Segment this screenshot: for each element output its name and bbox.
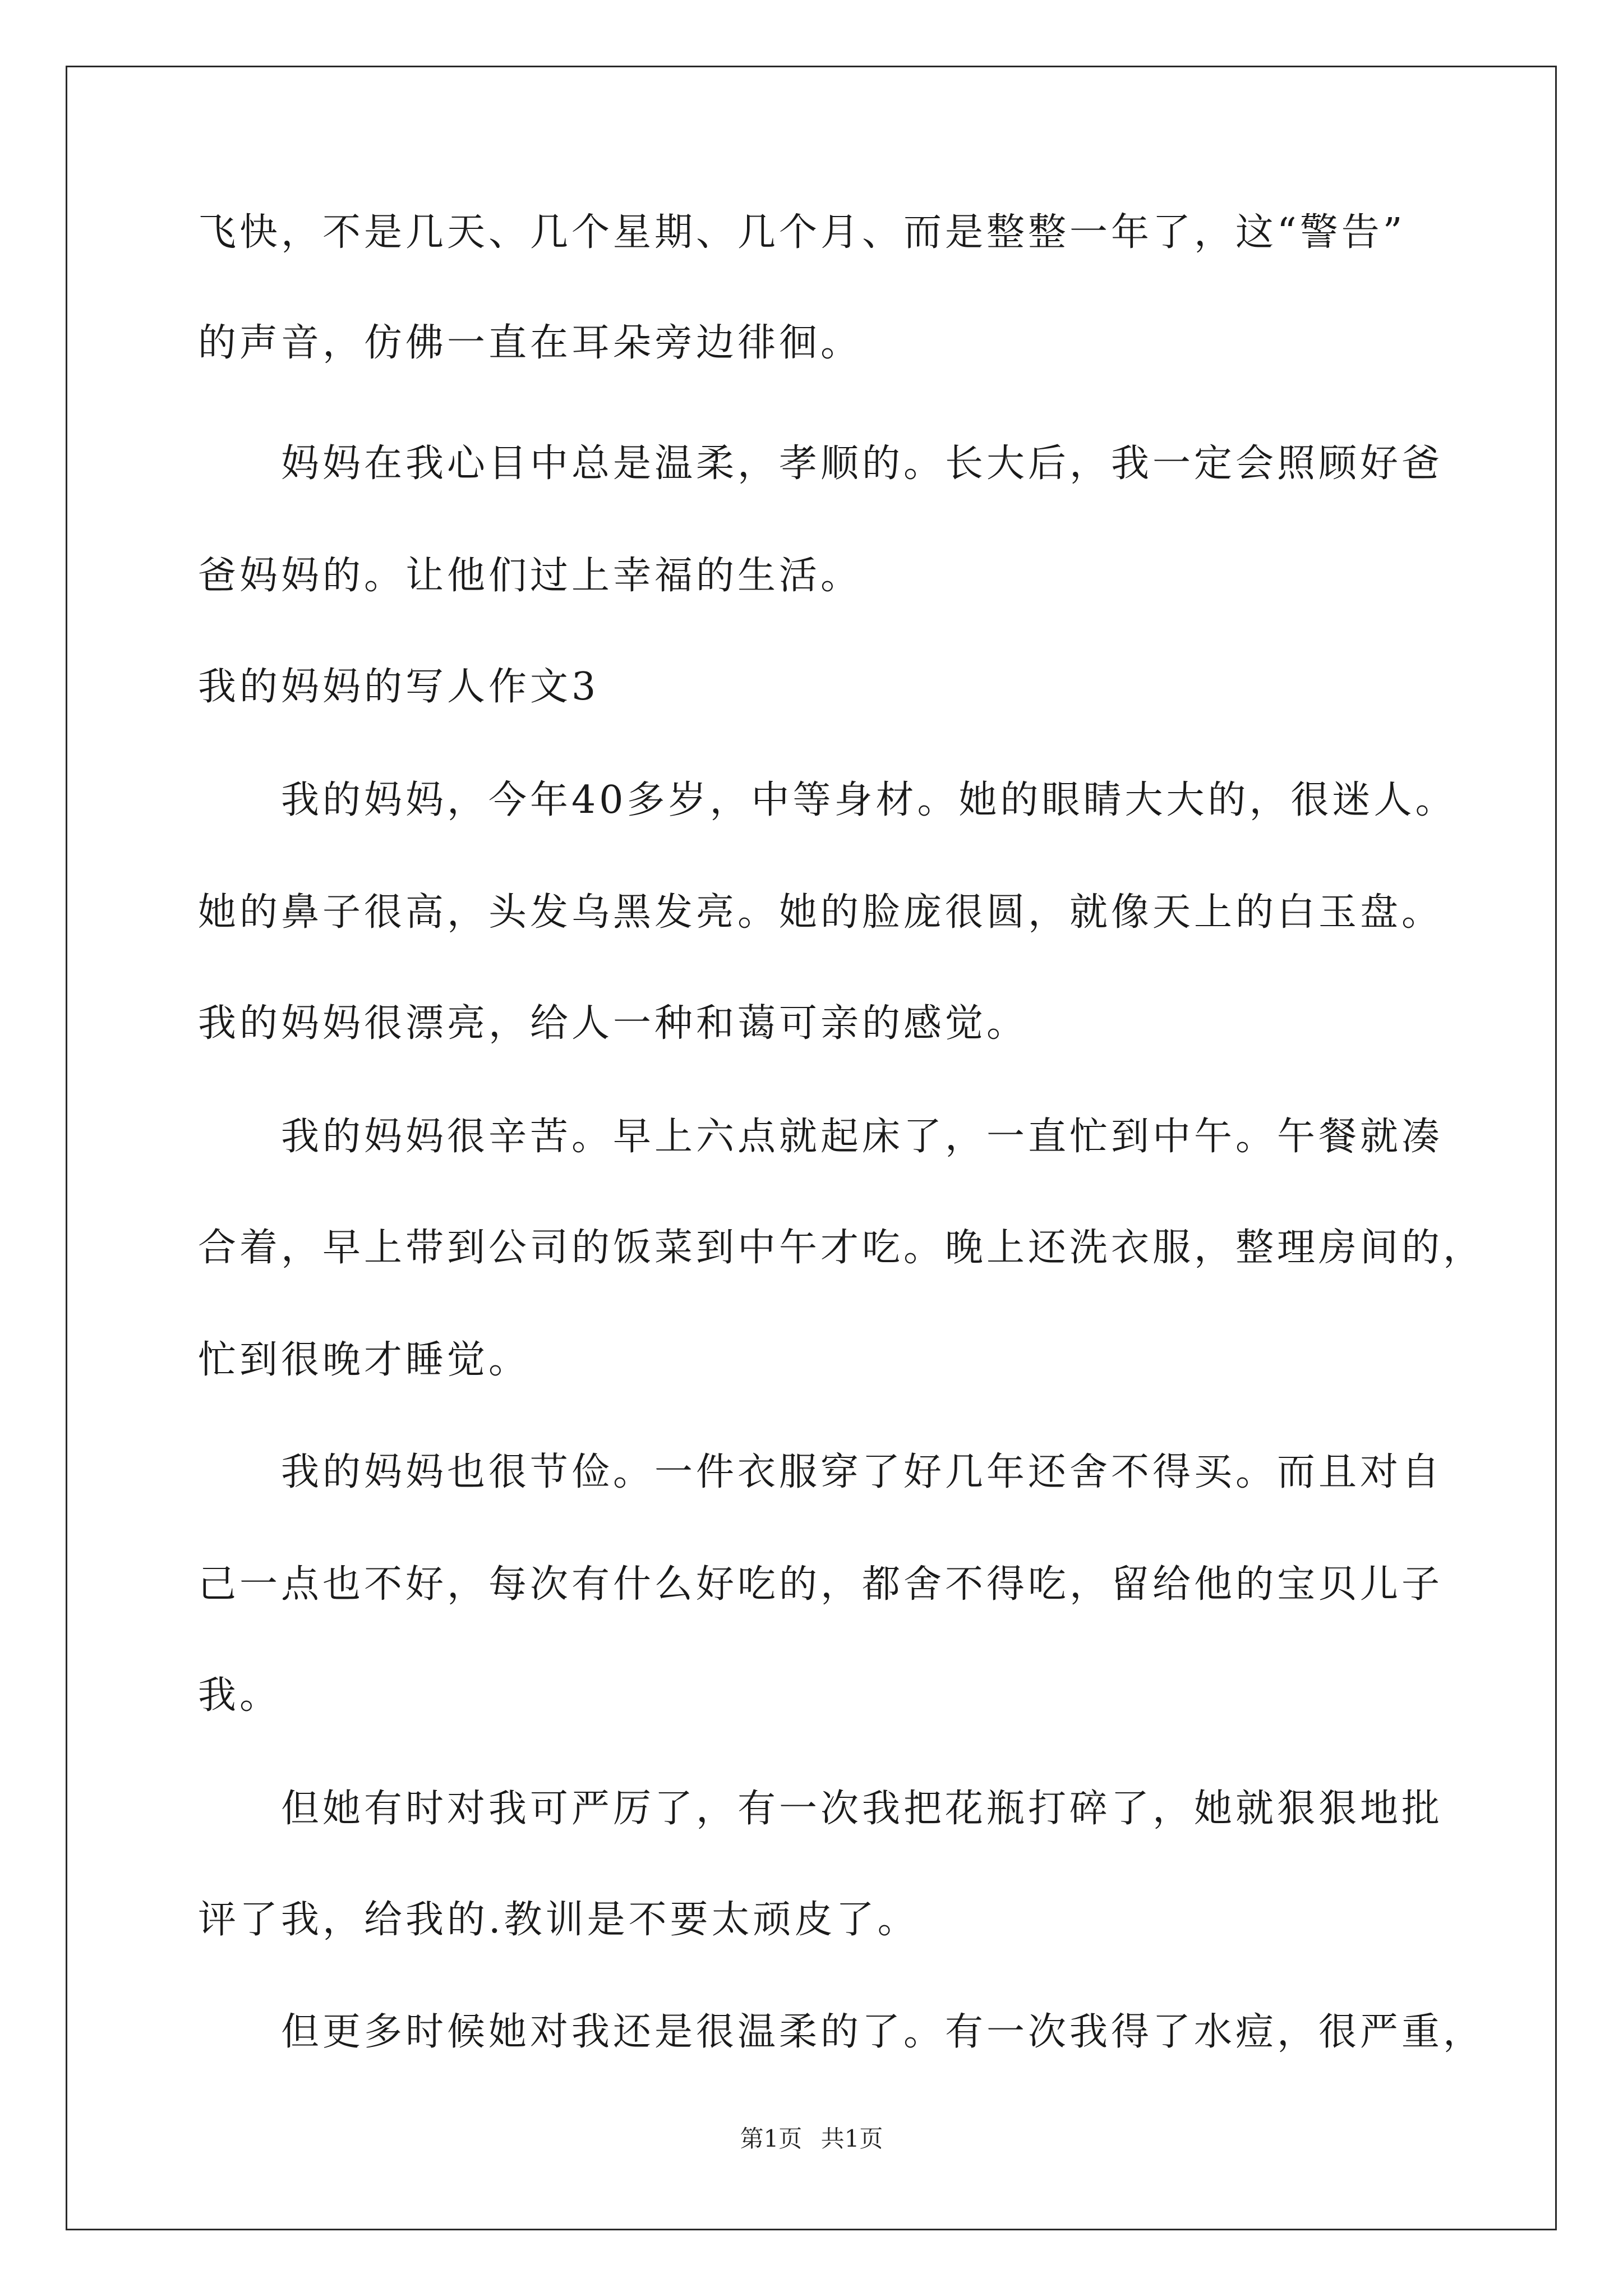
text-line: 己一点也不好，每次有什么好吃的，都舍不得吃，留给他的宝贝儿子 xyxy=(198,1562,1444,1607)
text-line: 评了我，给我的.教训是不要太顽皮了。 xyxy=(198,1898,919,1942)
section-heading: 我的妈妈的写人作文3 xyxy=(198,665,600,709)
paragraph-start-line: 我的妈妈，今年40多岁，中等身材。她的眼睛大大的，很迷人。 xyxy=(281,778,1457,822)
text-line: 飞快，不是几天、几个星期、几个月、而是整整一年了，这“警告” xyxy=(198,210,1406,255)
page-footer xyxy=(0,2125,1623,2153)
text-line: 合着，早上带到公司的饭菜到中午才吃。晚上还洗衣服，整理房间的， xyxy=(198,1226,1485,1270)
paragraph-start-line: 我的妈妈也很节俭。一件衣服穿了好几年还舍不得买。而且对自 xyxy=(281,1450,1444,1494)
text-line: 她的鼻子很高，头发乌黑发亮。她的脸庞很圆，就像天上的白玉盘。 xyxy=(198,890,1444,935)
page-number-total: 共1页 xyxy=(820,2125,883,2152)
paragraph-start-line: 但她有时对我可严厉了，有一次我把花瓶打碎了，她就狠狠地批 xyxy=(281,1787,1444,1831)
text-line: 的声音，仿佛一直在耳朵旁边徘徊。 xyxy=(198,321,863,365)
paragraph-start-line: 但更多时候她对我还是很温柔的了。有一次我得了水痘，很严重， xyxy=(281,2010,1485,2054)
text-line: 忙到很晚才睡觉。 xyxy=(198,1338,531,1382)
text-line: 我的妈妈很漂亮，给人一种和蔼可亲的感觉。 xyxy=(198,1001,1029,1046)
text-line: 我。 xyxy=(198,1673,282,1718)
page-number-current: 第1页 xyxy=(740,2125,803,2152)
paragraph-start-line: 妈妈在我心目中总是温柔，孝顺的。长大后，我一定会照顾好爸 xyxy=(281,441,1444,486)
paragraph-start-line: 我的妈妈很辛苦。早上六点就起床了，一直忙到中午。午餐就凑 xyxy=(281,1115,1444,1159)
text-line: 爸妈妈的。让他们过上幸福的生活。 xyxy=(198,554,863,598)
